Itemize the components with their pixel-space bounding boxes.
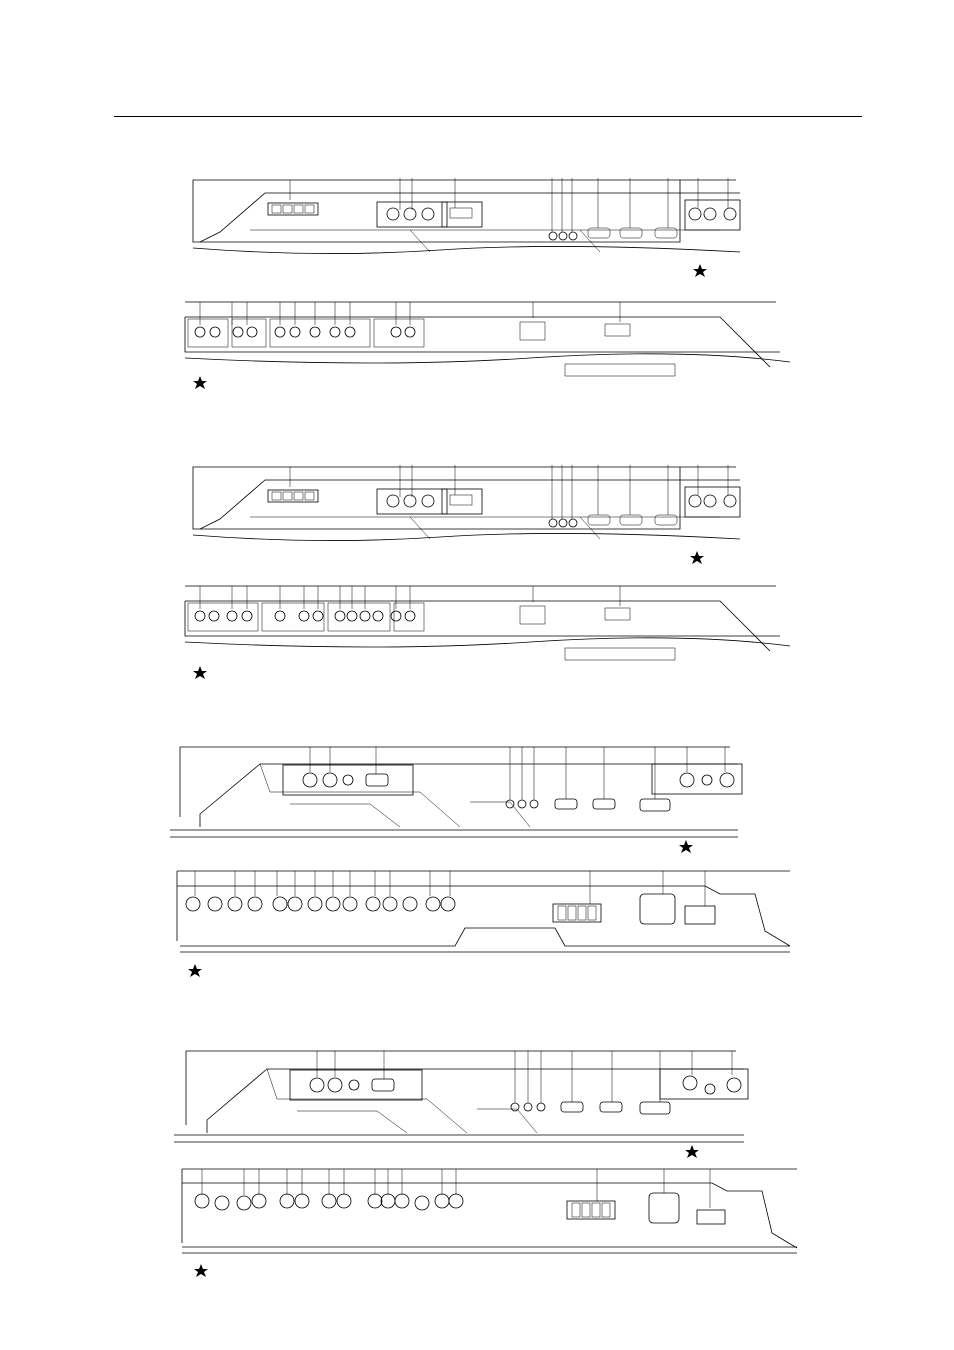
star-icon (690, 551, 704, 564)
set-3-bottom-view (165, 866, 795, 976)
star-icon (193, 376, 207, 389)
header-rule (114, 116, 862, 117)
star-icon (193, 666, 207, 679)
star-icon (693, 264, 707, 277)
set-2-top-view (180, 457, 760, 567)
star-icon (194, 1264, 208, 1277)
set-2-bottom-view (180, 576, 790, 676)
set-1-bottom-view (180, 292, 790, 392)
star-icon (679, 840, 693, 853)
star-icon (685, 1145, 699, 1158)
set-3-top-view (170, 742, 750, 857)
set-1-top-view (180, 170, 760, 280)
set-4-top-view (172, 1045, 752, 1160)
star-icon (188, 964, 202, 977)
set-4-bottom-view (172, 1163, 802, 1278)
